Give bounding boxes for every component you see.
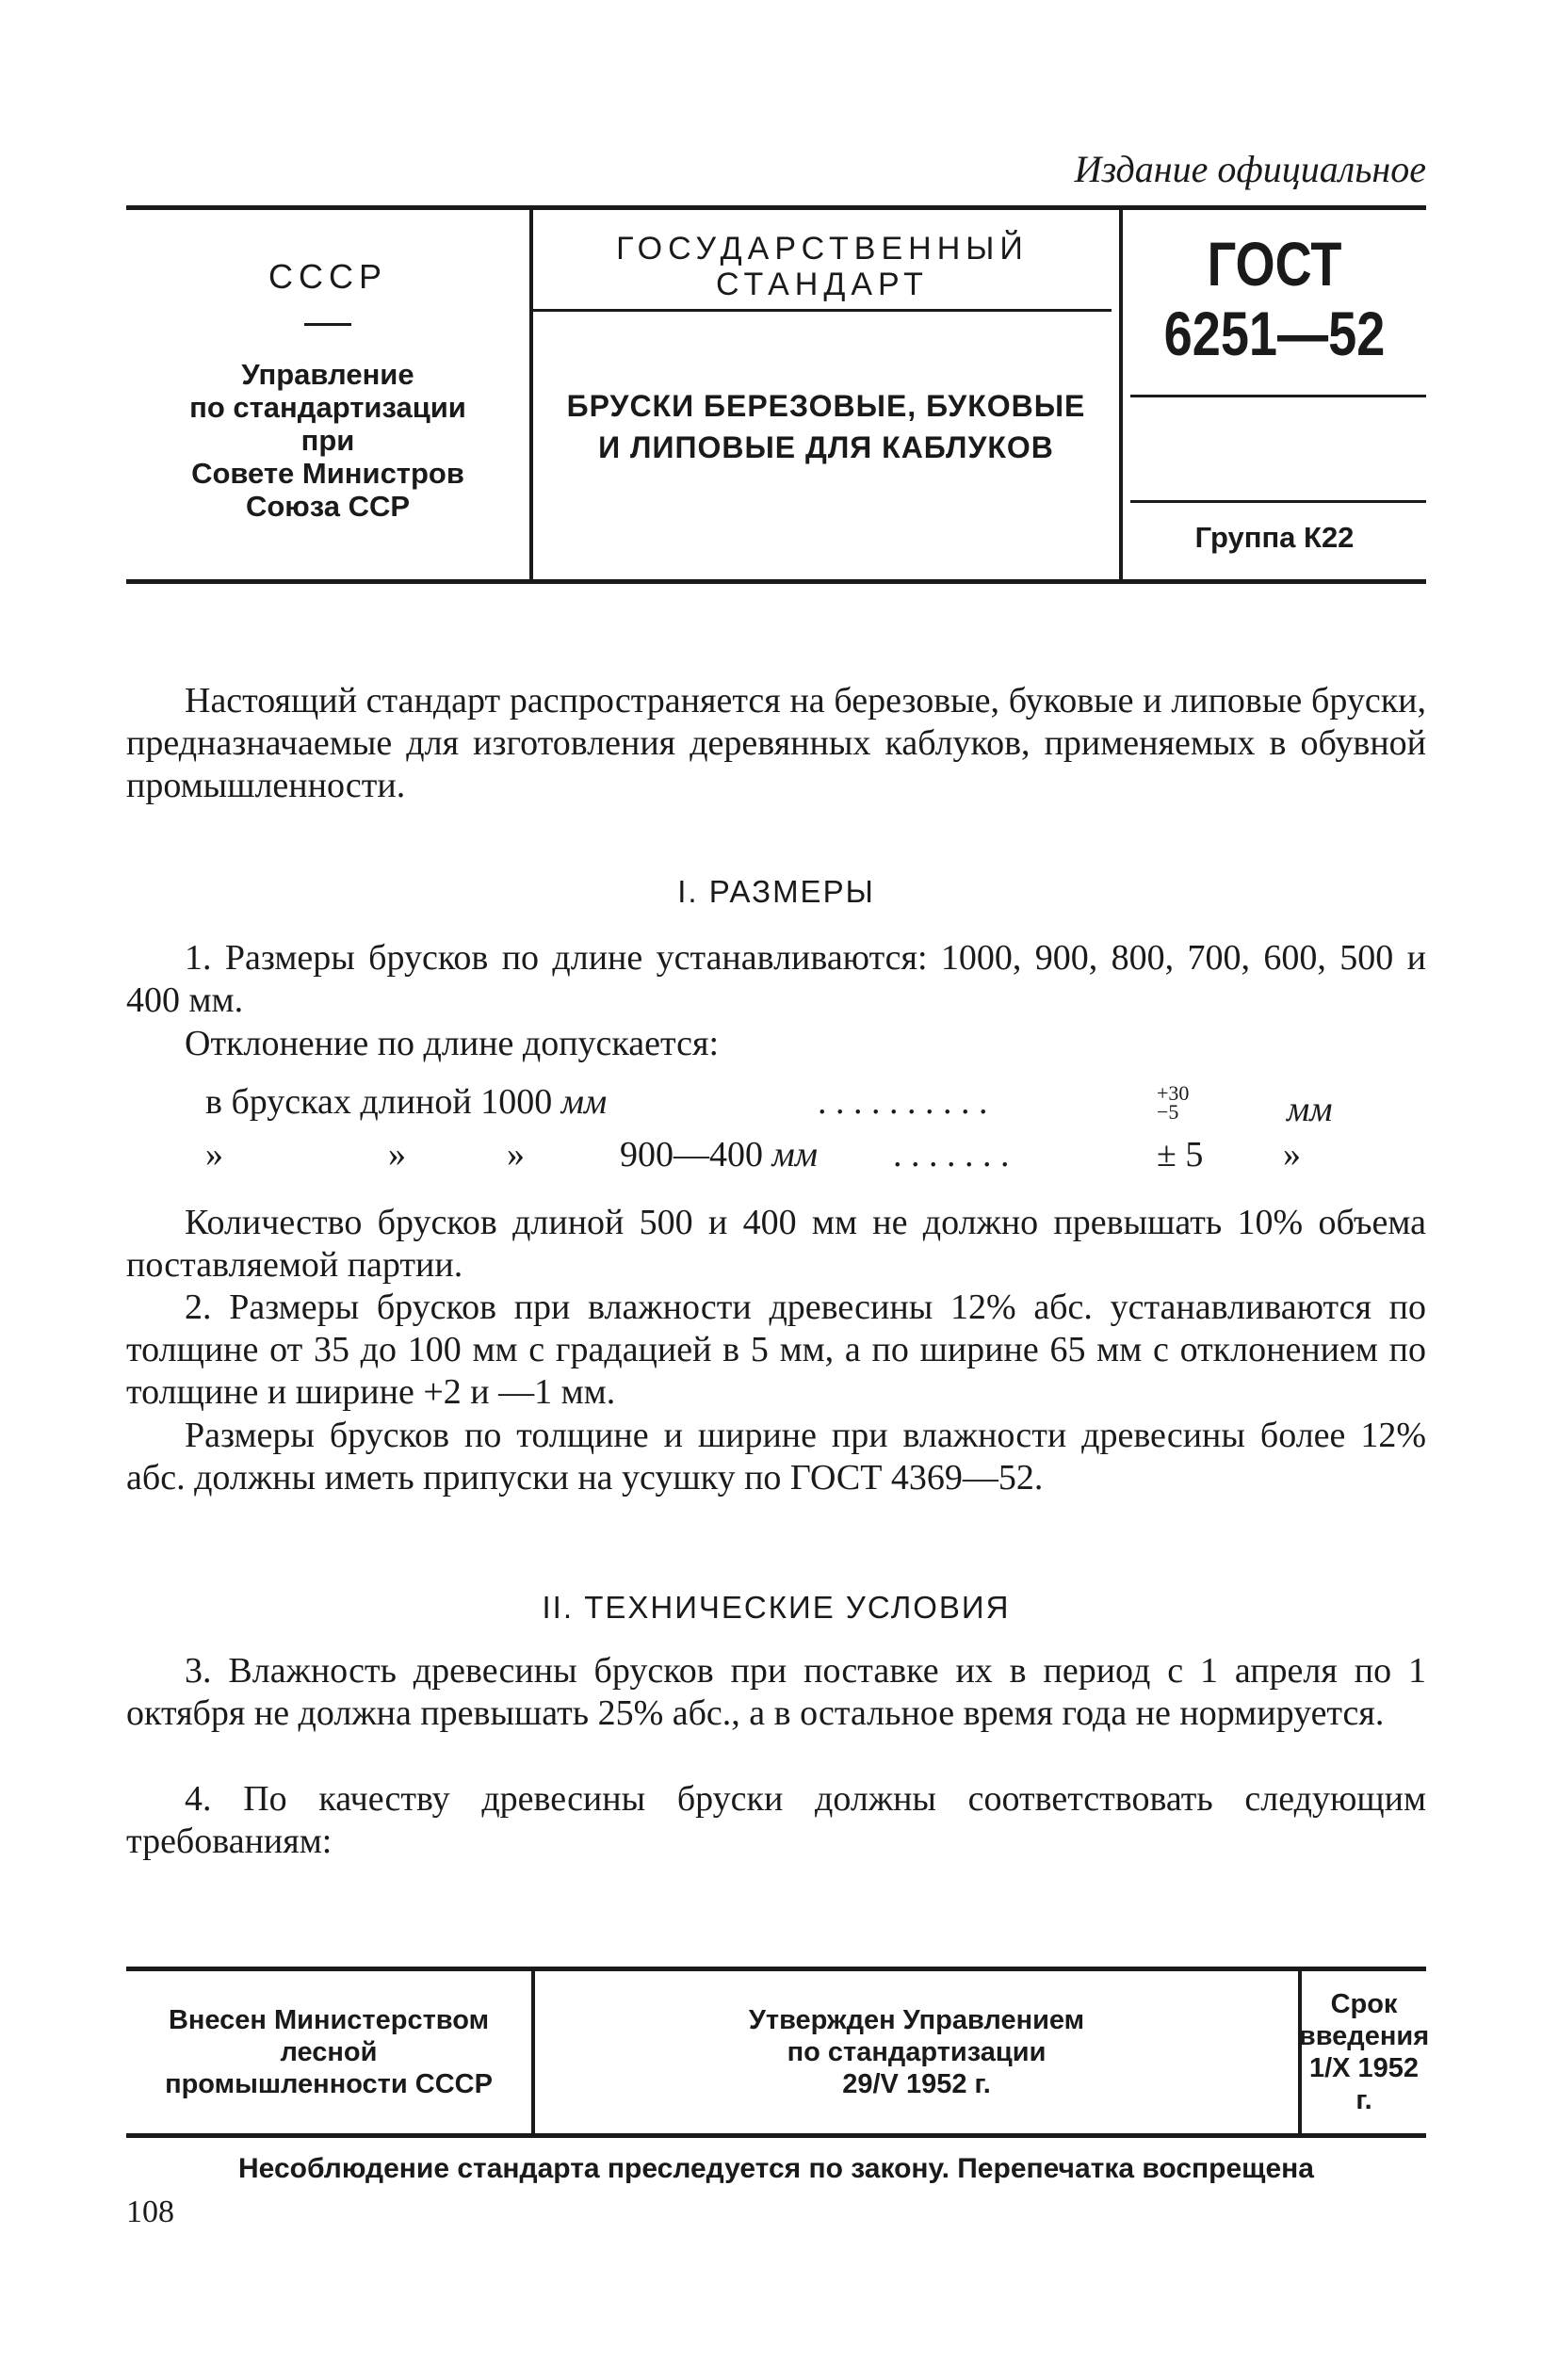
- group-label: Группа К22: [1194, 521, 1355, 554]
- header-authority-column: [126, 210, 533, 579]
- header-gost-column: [1123, 210, 1426, 579]
- unit-label: мм: [560, 1082, 608, 1122]
- legal-notice: Несоблюдение стандарта преследуется по закону. Перепечатка воспрещена: [238, 2153, 1314, 2184]
- ditto-mark: »: [507, 1135, 525, 1174]
- deviation-dots: . . . . . . .: [893, 1135, 1010, 1174]
- tolerance-unit: мм: [1287, 1090, 1333, 1129]
- intro-paragraph: Настоящий стандарт распространяется на березовые, буковые и липовые бруски, предназначаемые для изготовления деревянных каблуков, применяемых в обувной промышленности.: [126, 681, 1426, 805]
- introduced-by-text: Внесен Министерством лесной промышленности СССР: [165, 2005, 493, 2099]
- standard-header: [126, 205, 1426, 584]
- effective-date-cell: [1298, 1971, 1430, 2133]
- introduced-by-cell: [126, 1971, 535, 2133]
- header-title-column: [533, 210, 1123, 579]
- ditto-mark: »: [388, 1135, 406, 1174]
- deviation-dots: . . . . . . . . . .: [818, 1082, 988, 1122]
- divider-dash: [304, 323, 351, 326]
- ditto-mark: »: [1283, 1135, 1301, 1174]
- gost-number: 6251—52: [1163, 299, 1386, 368]
- deviation-tolerance: ± 5: [1157, 1135, 1204, 1174]
- approved-by-text: Утвержден Управлением по стандартизации 29/V 1952 г.: [748, 2005, 1085, 2099]
- tolerance-minus: −5: [1157, 1100, 1179, 1125]
- authority-label: Управление по стандартизации при Совете Министров Союза ССР: [189, 358, 466, 523]
- effective-date-text: Срок введения 1/X 1952 г.: [1298, 1989, 1430, 2115]
- approval-table: [126, 1967, 1430, 2138]
- tolerance-plus-minus: [1157, 1081, 1190, 1125]
- deviation-label: в брусках длиной 1000: [205, 1082, 553, 1122]
- page-number: 108: [126, 2194, 174, 2229]
- paragraph-2: 2. Размеры брусков при влажности древесины 12% абс. устанавливаются по толщине от 35 до 100 мм с градацией в 5 мм, а по ширине 65 мм с отклонением по толщине и ширине +2 и —1 мм.: [126, 1287, 1426, 1412]
- section-1-title: I. РАЗМЕРЫ: [677, 874, 875, 909]
- section-2-title: II. ТЕХНИЧЕСКИЕ УСЛОВИЯ: [542, 1590, 1011, 1625]
- divider-line: [1130, 500, 1426, 503]
- gost-label: ГОСТ: [1207, 229, 1342, 299]
- deviation-tolerance: [1157, 1079, 1190, 1125]
- approved-by-cell: [535, 1971, 1302, 2133]
- paragraph-4: 4. По качеству древесины бруски должны соответствовать следующим требованиям:: [126, 1779, 1426, 1861]
- gost-code: [1150, 229, 1399, 368]
- deviation-row-900-400: [620, 1134, 818, 1176]
- deviation-label: 900—400: [620, 1135, 763, 1174]
- divider-line: [1130, 395, 1426, 397]
- standard-type: ГОСУДАРСТВЕННЫЙ СТАНДАРТ: [533, 210, 1112, 312]
- deviation-row-1000: [205, 1081, 607, 1124]
- paragraph-allowance: Размеры брусков по толщине и ширине при влажности древесины более 12% абс. должны иметь припуски на усушку по ГОСТ 4369—52.: [126, 1416, 1426, 1498]
- deviation-intro: Отклонение по длине допускается:: [185, 1024, 720, 1063]
- paragraph-3: 3. Влажность древесины брусков при поставке их в период с 1 апреля по 1 октября не должна превышать 25% абс., а в остальное время года не нормируется.: [126, 1651, 1426, 1733]
- unit-label: мм: [771, 1135, 819, 1174]
- ditto-mark: »: [205, 1135, 223, 1174]
- paragraph-1: 1. Размеры брусков по длине устанавливаются: 1000, 900, 800, 700, 600, 500 и 400 мм.: [126, 938, 1426, 1020]
- tolerance-plus: +30: [1157, 1081, 1190, 1106]
- edition-label: Издание официальное: [1074, 148, 1426, 190]
- country-label: СССР: [268, 257, 387, 296]
- document-title: БРУСКИ БЕРЕЗОВЫЕ, БУКОВЫЕ И ЛИПОВЫЕ ДЛЯ КАБЛУКОВ: [566, 389, 1086, 464]
- paragraph-quantity: Количество брусков длиной 500 и 400 мм не должно превышать 10% объема поставляемой партии.: [126, 1203, 1426, 1285]
